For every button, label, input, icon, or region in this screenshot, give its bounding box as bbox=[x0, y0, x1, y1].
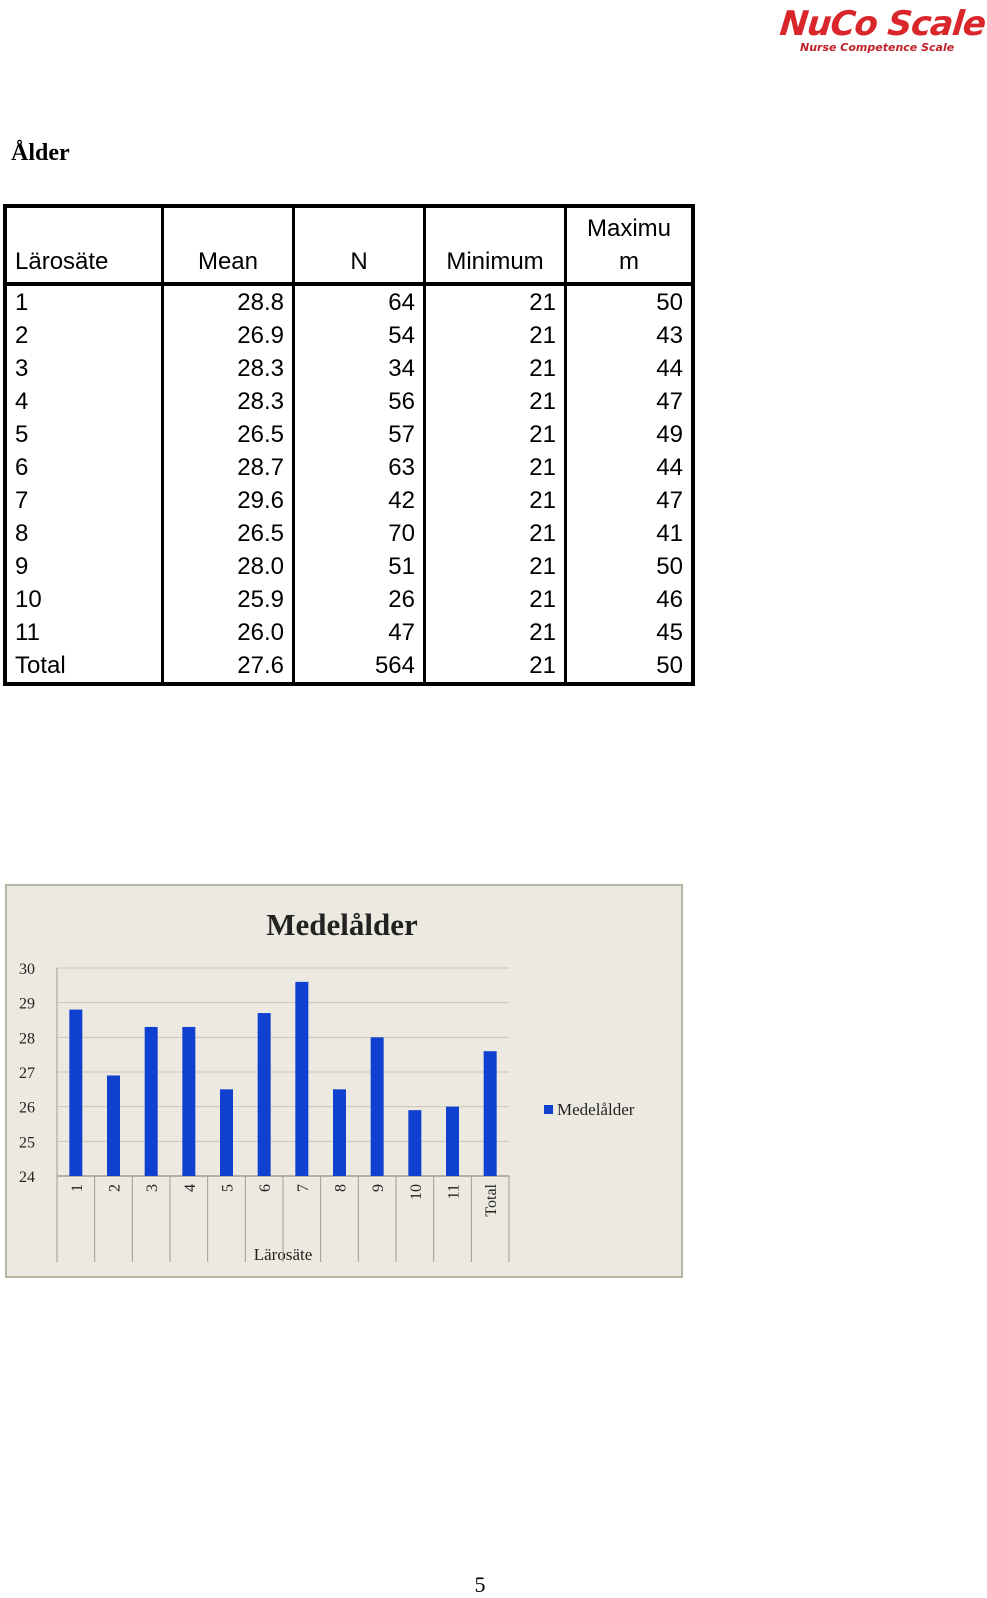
bar-6 bbox=[258, 1013, 271, 1176]
y-tick-label: 27 bbox=[19, 1065, 35, 1082]
cell-mean: 28.3 bbox=[163, 385, 294, 418]
header-larosate: Lärosäte bbox=[5, 206, 163, 284]
cell-larosate: 11 bbox=[5, 616, 163, 649]
bar-1 bbox=[69, 1010, 82, 1176]
cell-minimum: 21 bbox=[425, 484, 566, 517]
cell-n: 51 bbox=[294, 550, 425, 583]
cell-mean: 26.0 bbox=[163, 616, 294, 649]
cell-maximum: 44 bbox=[656, 355, 683, 382]
bar-2 bbox=[107, 1075, 120, 1176]
cell-n: 70 bbox=[294, 517, 425, 550]
cell-n: 42 bbox=[294, 484, 425, 517]
cell-maximum: 50 bbox=[656, 652, 683, 679]
cell-mean: 26.9 bbox=[163, 319, 294, 352]
cell-maximum: 50 bbox=[656, 289, 683, 316]
table-row bbox=[5, 319, 693, 352]
cell-mean: 26.5 bbox=[163, 418, 294, 451]
bar-11 bbox=[446, 1107, 459, 1176]
cell-maximum: 44 bbox=[656, 454, 683, 481]
cell-larosate: Total bbox=[5, 649, 163, 684]
legend-label: Medelålder bbox=[557, 1100, 635, 1119]
cell-maximum: 43 bbox=[656, 322, 683, 349]
table-row bbox=[5, 451, 693, 484]
x-axis-label: Lärosäte bbox=[253, 1245, 313, 1264]
table-row bbox=[5, 284, 693, 319]
cell-mean: 28.8 bbox=[163, 284, 294, 319]
cell-minimum: 21 bbox=[425, 451, 566, 484]
y-tick-label: 28 bbox=[19, 1030, 35, 1048]
cell-minimum: 21 bbox=[425, 418, 566, 451]
cell-minimum: 21 bbox=[425, 352, 566, 385]
header-n: N bbox=[294, 206, 425, 284]
table-row bbox=[5, 484, 693, 517]
mean-age-chart bbox=[5, 884, 683, 1278]
cell-maximum: 45 bbox=[656, 619, 683, 646]
header-mean: Mean bbox=[163, 206, 294, 284]
header-minimum: Minimum bbox=[425, 206, 566, 284]
bar-5 bbox=[220, 1089, 233, 1176]
bar-10 bbox=[408, 1110, 421, 1176]
y-tick-label: 30 bbox=[19, 961, 35, 978]
logo-tagline: Nurse Competence Scale bbox=[800, 41, 955, 54]
cell-minimum: 21 bbox=[425, 649, 566, 684]
table-row bbox=[5, 550, 693, 583]
bar-9 bbox=[371, 1037, 384, 1176]
cell-minimum: 21 bbox=[425, 385, 566, 418]
bar-7 bbox=[295, 982, 308, 1176]
bar-8 bbox=[333, 1089, 346, 1176]
table-row bbox=[5, 418, 693, 451]
x-tick-label: 2 bbox=[106, 1184, 124, 1192]
table-row bbox=[5, 616, 693, 649]
cell-maximum: 41 bbox=[656, 520, 683, 547]
chart-title: Medelålder bbox=[266, 907, 418, 942]
cell-minimum: 21 bbox=[425, 583, 566, 616]
cell-n: 34 bbox=[294, 352, 425, 385]
section-title: Ålder bbox=[11, 140, 70, 166]
header-maximum: Maximu m bbox=[566, 206, 694, 284]
x-tick-label: Total bbox=[483, 1184, 501, 1217]
cell-larosate: 8 bbox=[5, 517, 163, 550]
page-number: 5 bbox=[474, 1572, 486, 1597]
cell-mean: 28.7 bbox=[163, 451, 294, 484]
table-row bbox=[5, 352, 693, 385]
logo-name: NuCo Scale bbox=[777, 4, 987, 44]
y-tick-label: 24 bbox=[19, 1169, 35, 1186]
x-tick-label: 1 bbox=[68, 1184, 86, 1192]
cell-mean: 26.5 bbox=[163, 517, 294, 550]
table-row bbox=[5, 649, 693, 684]
table-body bbox=[5, 284, 693, 684]
table-row bbox=[5, 583, 693, 616]
cell-larosate: 5 bbox=[5, 418, 163, 451]
cell-n: 64 bbox=[294, 284, 425, 319]
cell-maximum: 46 bbox=[656, 586, 683, 613]
cell-n: 26 bbox=[294, 583, 425, 616]
table-header-row bbox=[5, 206, 693, 284]
table-row bbox=[5, 385, 693, 418]
cell-n: 56 bbox=[294, 385, 425, 418]
cell-n: 57 bbox=[294, 418, 425, 451]
cell-maximum: 47 bbox=[656, 487, 683, 514]
cell-mean: 28.0 bbox=[163, 550, 294, 583]
cell-larosate: 6 bbox=[5, 451, 163, 484]
chart-legend bbox=[544, 1100, 635, 1119]
cell-mean: 27.6 bbox=[163, 649, 294, 684]
cell-n: 564 bbox=[294, 649, 425, 684]
x-tick-label: 4 bbox=[181, 1184, 199, 1192]
chart-svg bbox=[7, 886, 685, 1280]
cell-mean: 29.6 bbox=[163, 484, 294, 517]
x-tick-label: 6 bbox=[257, 1184, 275, 1192]
age-statistics-table bbox=[3, 204, 695, 686]
x-tick-label: 7 bbox=[294, 1184, 312, 1192]
y-tick-label: 26 bbox=[19, 1099, 35, 1117]
cell-minimum: 21 bbox=[425, 284, 566, 319]
nuco-scale-logo bbox=[777, 4, 987, 56]
chart-bars bbox=[69, 982, 500, 1217]
cell-larosate: 7 bbox=[5, 484, 163, 517]
cell-maximum: 49 bbox=[656, 421, 683, 448]
cell-larosate: 10 bbox=[5, 583, 163, 616]
cell-larosate: 3 bbox=[5, 352, 163, 385]
cell-minimum: 21 bbox=[425, 319, 566, 352]
cell-minimum: 21 bbox=[425, 517, 566, 550]
cell-n: 63 bbox=[294, 451, 425, 484]
x-tick-label: 11 bbox=[445, 1184, 463, 1200]
x-tick-label: 10 bbox=[407, 1184, 425, 1200]
legend-swatch bbox=[544, 1105, 553, 1114]
x-tick-label: 9 bbox=[370, 1184, 388, 1192]
cell-larosate: 2 bbox=[5, 319, 163, 352]
cell-n: 54 bbox=[294, 319, 425, 352]
table-row bbox=[5, 517, 693, 550]
cell-mean: 28.3 bbox=[163, 352, 294, 385]
x-tick-label: 5 bbox=[219, 1184, 237, 1192]
cell-larosate: 4 bbox=[5, 385, 163, 418]
x-tick-label: 8 bbox=[332, 1184, 350, 1192]
cell-larosate: 1 bbox=[5, 284, 163, 319]
bar-Total bbox=[484, 1051, 497, 1176]
cell-mean: 25.9 bbox=[163, 583, 294, 616]
x-tick-label: 3 bbox=[144, 1184, 162, 1192]
cell-larosate: 9 bbox=[5, 550, 163, 583]
y-tick-label: 25 bbox=[19, 1134, 35, 1152]
y-tick-label: 29 bbox=[19, 995, 35, 1013]
bar-4 bbox=[182, 1027, 195, 1176]
cell-minimum: 21 bbox=[425, 616, 566, 649]
bar-3 bbox=[145, 1027, 158, 1176]
cell-minimum: 21 bbox=[425, 550, 566, 583]
cell-maximum: 50 bbox=[656, 553, 683, 580]
cell-n: 47 bbox=[294, 616, 425, 649]
cell-maximum: 47 bbox=[656, 388, 683, 415]
